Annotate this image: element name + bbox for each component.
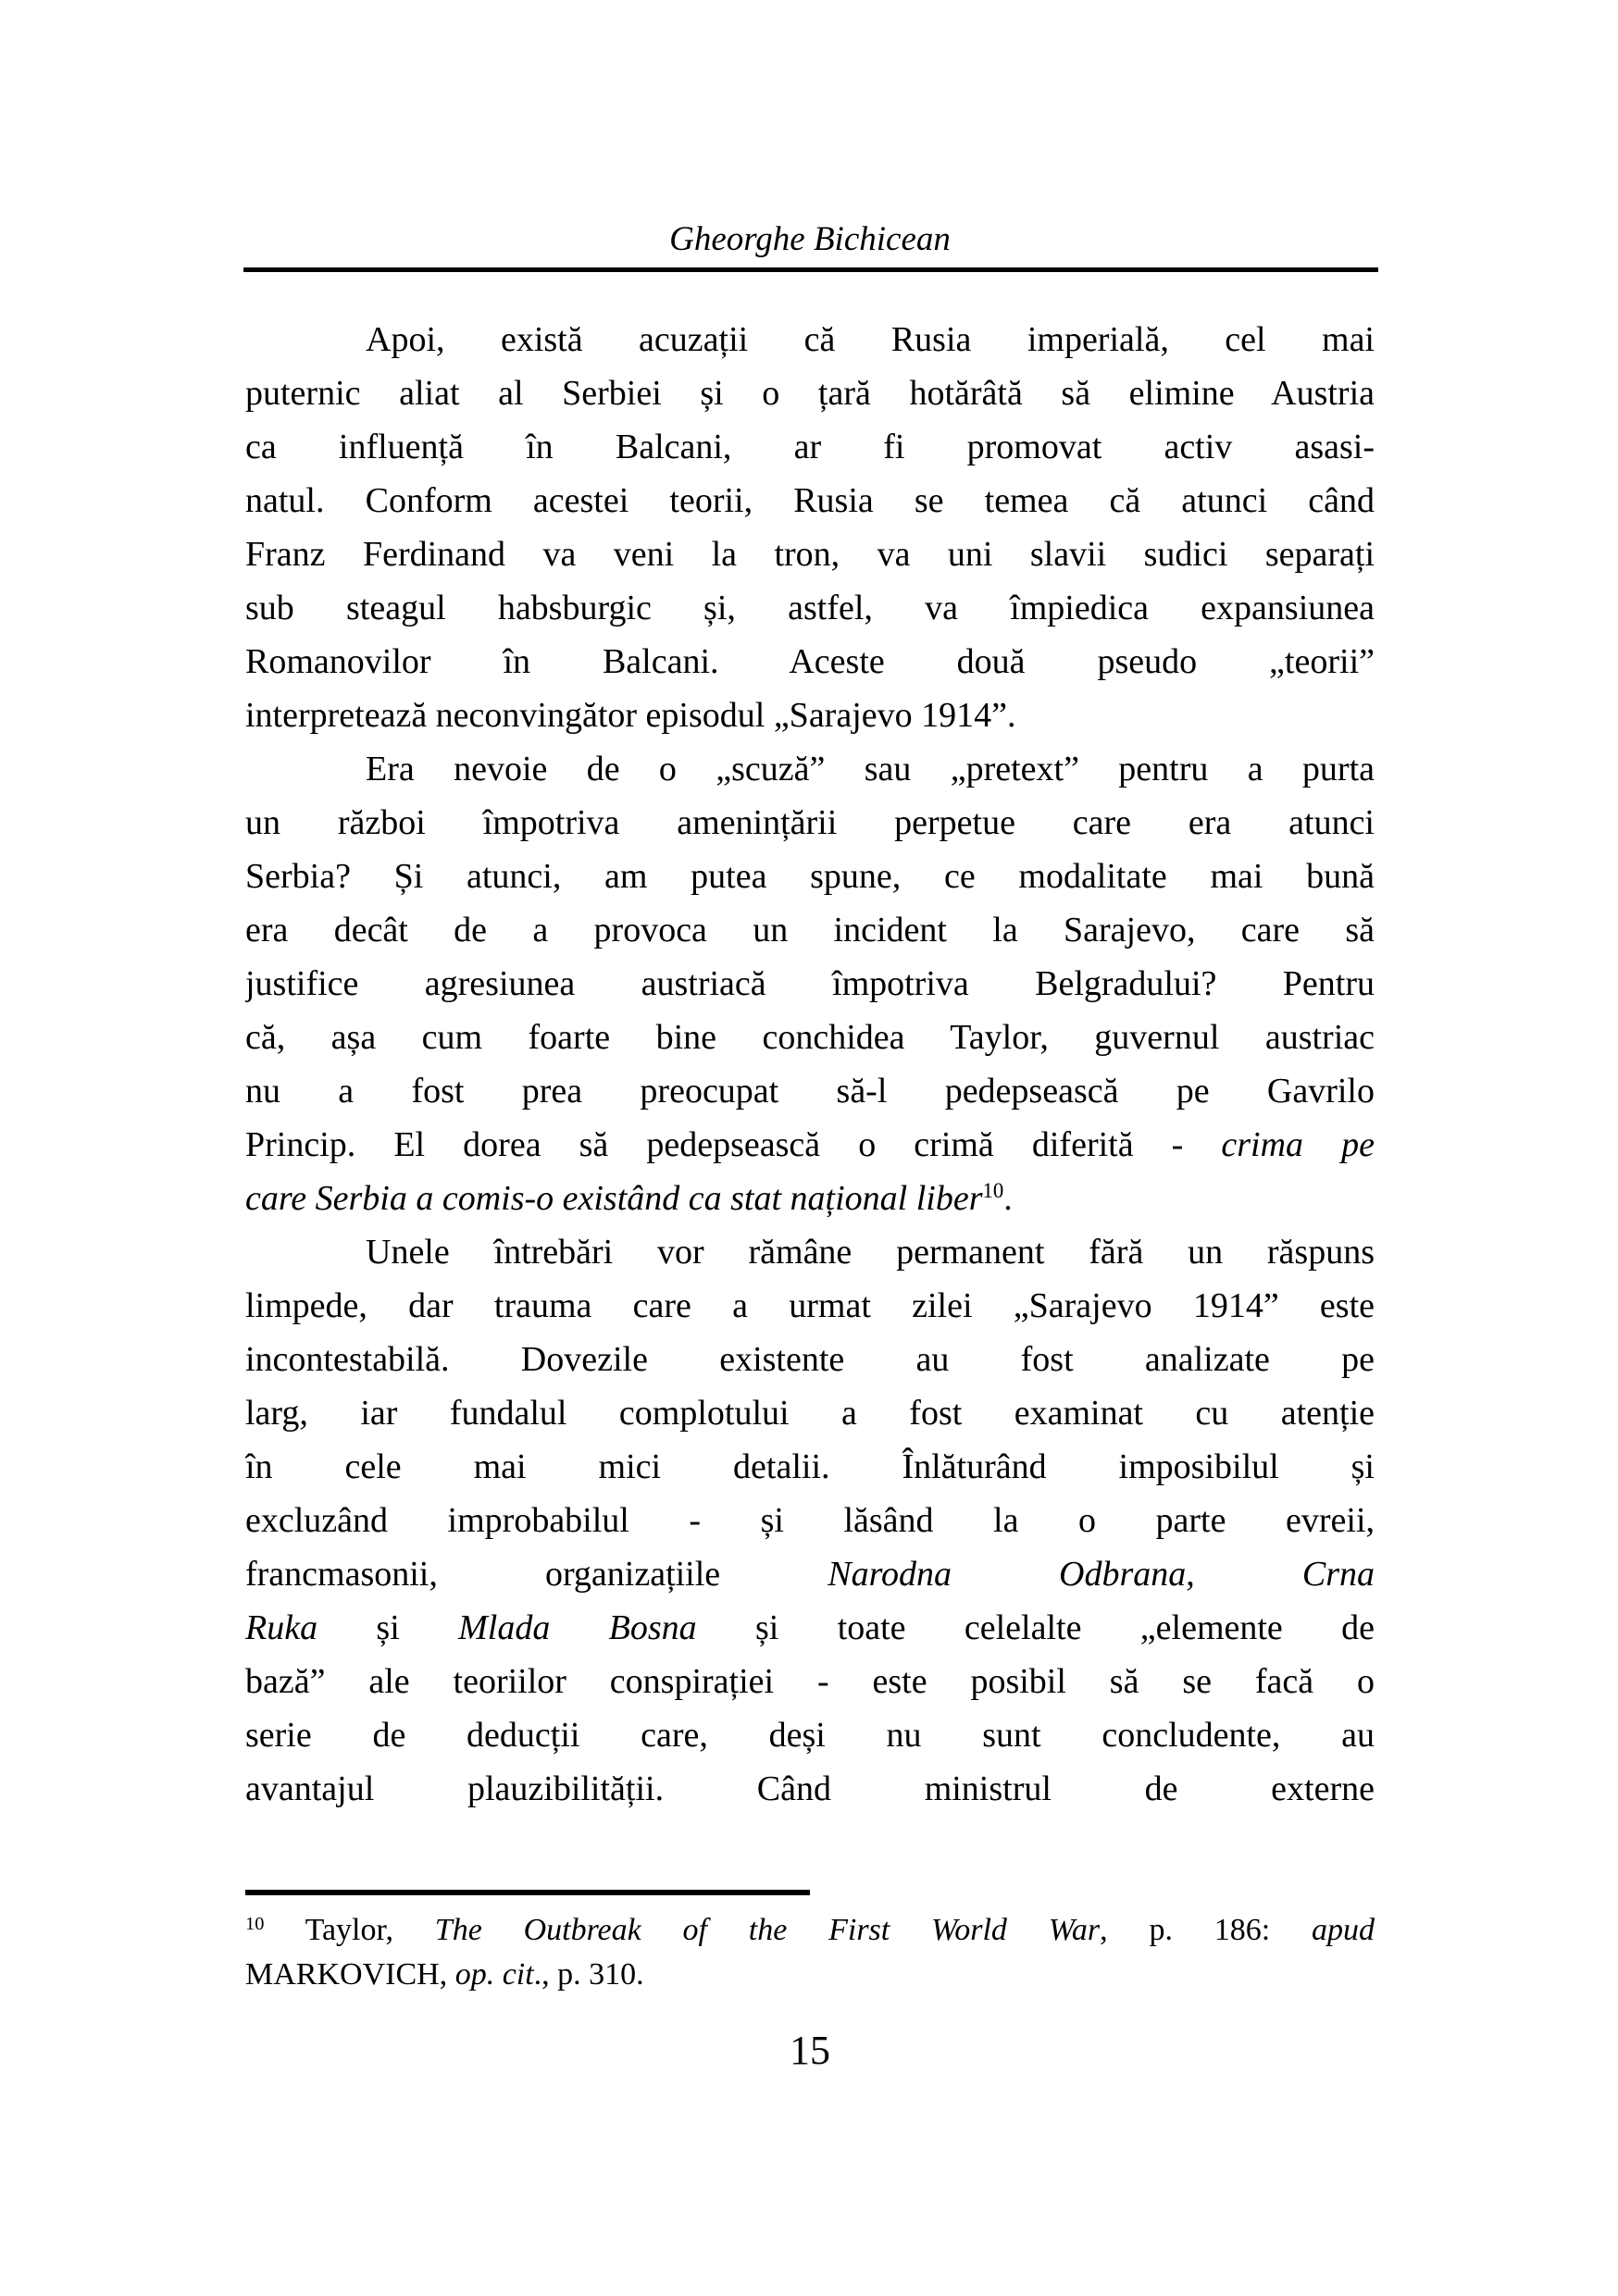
text-line [245, 1953, 1375, 1997]
text-segment: larg, iar fundalul complotului a fost examinat cu atenție [245, 1394, 1375, 1433]
text-segment: serie de deducții care, deși nu sunt concludente, au [245, 1716, 1375, 1755]
text-line [245, 581, 1375, 635]
text-line [245, 1225, 1375, 1279]
text-segment: Narodna Odbrana [828, 1555, 1187, 1594]
text-line [245, 850, 1375, 903]
text-line [245, 1655, 1375, 1708]
text-segment: excluzând improbabilul - și lăsând la o parte evreii, [245, 1501, 1375, 1540]
footnote-ref: 10 [245, 1913, 265, 1934]
text-line [245, 742, 1375, 796]
text-segment: justifice agresiunea austriacă împotriva Belgradului? Pentru [245, 964, 1375, 1003]
text-segment: bază” ale teoriilor conspirației - este posibil să se facă o [245, 1662, 1375, 1701]
text-line [245, 1708, 1375, 1762]
text-line [245, 1279, 1375, 1333]
text-line [245, 1601, 1375, 1655]
text-line [245, 1333, 1375, 1386]
text-line [245, 1064, 1375, 1118]
text-segment: The Outbreak of the First World War [434, 1913, 1101, 1947]
text-line [245, 635, 1375, 689]
body-text [245, 313, 1375, 1816]
header-rule [243, 267, 1378, 272]
text-segment: . [1003, 1179, 1013, 1218]
text-segment: MARKOVICH, [245, 1957, 455, 1992]
text-segment: op. cit [454, 1957, 534, 1992]
text-segment: Era nevoie de o „scuză” sau „pretext” pentru a purta [366, 750, 1375, 788]
text-line [245, 366, 1375, 420]
text-segment: natul. Conform acestei teorii, Rusia se temea că atunci când [245, 481, 1375, 520]
text-line [245, 1762, 1375, 1816]
text-line [245, 796, 1375, 850]
text-segment: , [1186, 1555, 1302, 1594]
text-line [245, 527, 1375, 581]
text-line [245, 903, 1375, 957]
text-segment: incontestabilă. Dovezile existente au fost analizate pe [245, 1340, 1375, 1379]
text-segment: Taylor, [264, 1913, 435, 1947]
text-segment: ca influență în Balcani, ar fi promovat activ asasi- [245, 428, 1375, 466]
text-line [245, 1011, 1375, 1064]
text-segment: puternic aliat al Serbiei și o țară hotărâtă să elimine Austria [245, 374, 1375, 413]
text-line [245, 1118, 1375, 1172]
paragraph [245, 742, 1375, 1225]
text-segment: francmasonii, organizațiile [245, 1555, 828, 1594]
text-segment: și [317, 1608, 459, 1647]
text-segment: Franz Ferdinand va veni la tron, va uni slavii sudici separați [245, 535, 1375, 574]
text-segment: avantajul plauzibilității. Când ministrul de externe [245, 1769, 1375, 1808]
text-segment: Apoi, există acuzații că Rusia imperială, cel mai [366, 320, 1375, 359]
text-segment: Crna [1301, 1555, 1375, 1594]
text-segment: , p. 186: [1100, 1913, 1313, 1947]
footnote-separator [245, 1890, 810, 1895]
text-line [245, 957, 1375, 1011]
running-header: Gheorghe Bichicean [669, 220, 951, 258]
text-segment: Princip. El dorea să pedepsească o crimă diferită - [245, 1125, 1222, 1164]
text-segment: interpretează neconvingător episodul „Sarajevo 1914”. [245, 696, 1016, 735]
text-segment: un război împotriva amenințării perpetue care era atunci [245, 803, 1375, 842]
footnote-ref: 10 [982, 1179, 1004, 1203]
text-segment: care Serbia a comis-o existând ca stat național liber [245, 1179, 983, 1218]
paragraph [245, 1225, 1375, 1816]
text-segment: sub steagul habsburgic și, astfel, va împiedica expansiunea [245, 589, 1375, 627]
text-segment: în cele mai mici detalii. Înlăturând imposibilul și [245, 1447, 1375, 1486]
text-line [245, 474, 1375, 527]
text-segment: Mlada Bosna [458, 1608, 697, 1647]
text-segment: și toate celelalte „elemente de [696, 1608, 1375, 1647]
text-segment: Serbia? Și atunci, am putea spune, ce modalitate mai bună [245, 857, 1375, 896]
text-line [245, 313, 1375, 366]
text-line [245, 1440, 1375, 1494]
text-line [245, 1908, 1375, 1953]
text-segment: nu a fost prea preocupat să-l pedepsească pe Gavrilo [245, 1072, 1375, 1111]
text-line [245, 1386, 1375, 1440]
text-line [245, 420, 1375, 474]
text-segment: era decât de a provoca un incident la Sarajevo, care să [245, 911, 1375, 949]
paragraph [245, 313, 1375, 742]
text-line [245, 689, 1375, 742]
text-segment: apud [1312, 1913, 1375, 1947]
text-line [245, 1547, 1375, 1601]
text-segment: crima pe [1221, 1125, 1375, 1164]
text-segment: limpede, dar trauma care a urmat zilei „Sarajevo 1914” este [245, 1286, 1375, 1325]
text-segment: Romanovilor în Balcani. Aceste două pseudo „teorii” [245, 642, 1375, 681]
footnote [245, 1908, 1375, 1997]
text-line [245, 1494, 1375, 1547]
text-line [245, 1172, 1375, 1225]
text-segment: că, așa cum foarte bine conchidea Taylor, guvernul austriac [245, 1018, 1375, 1057]
text-segment: Unele întrebări vor rămâne permanent fără un răspuns [366, 1233, 1375, 1272]
page-number: 15 [790, 2028, 830, 2073]
text-segment: ., p. 310. [533, 1957, 644, 1992]
text-segment: Ruka [245, 1608, 318, 1647]
